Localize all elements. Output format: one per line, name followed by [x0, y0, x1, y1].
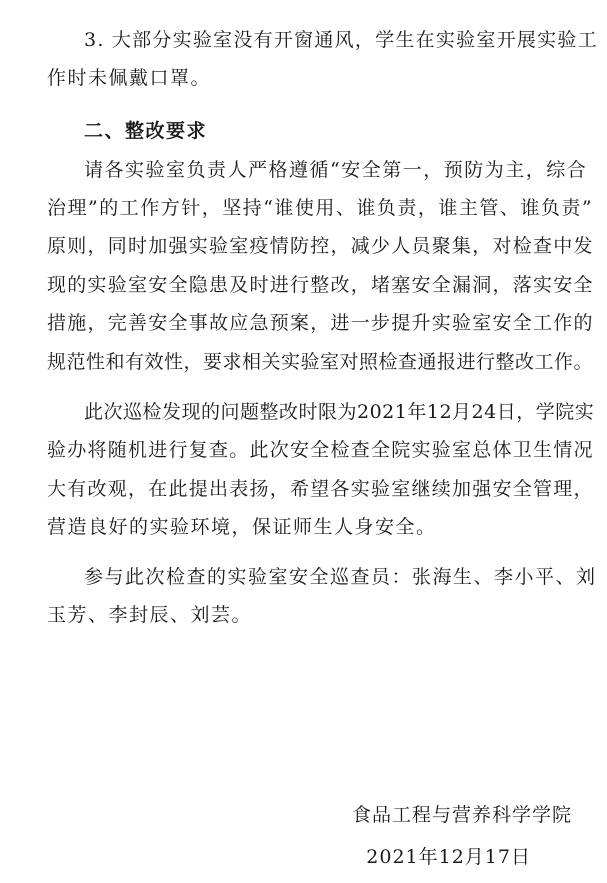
para1-line-3: 原则，同时加强实验室疫情防控，减少人员聚集，对检查中发	[47, 235, 594, 257]
section-heading: 二、整改要求	[84, 120, 208, 142]
item3-line-2: 作时未佩戴口罩。	[47, 67, 212, 89]
para2-line-2: 验办将随机进行复查。此次安全检查全院实验室总体卫生情况	[47, 439, 594, 461]
para2-line-1: 此次巡检发现的问题整改时限为2021年12月24日，学院实	[84, 401, 595, 423]
signature-date: 2021年12月17日	[366, 846, 531, 868]
para3-line-1: 参与此次检查的实验室安全巡查员：张海生、李小平、刘	[84, 566, 597, 588]
item3-line-1: 3. 大部分实验室没有开窗通风，学生在实验室开展实验工	[84, 29, 598, 51]
para1-line-2: 治理”的工作方针，坚持“谁使用、谁负责，谁主管、谁负责”	[47, 197, 594, 219]
para1-line-6: 规范性和有效性，要求相关实验室对照检查通报进行整改工作。	[47, 351, 594, 373]
signature-organization: 食品工程与营养科学学院	[351, 804, 572, 826]
para2-line-4: 营造良好的实验环境，保证师生人身安全。	[47, 516, 437, 538]
para1-line-4: 现的实验室安全隐患及时进行整改，堵塞安全漏洞，落实安全	[47, 274, 594, 296]
para1-line-1: 请各实验室负责人严格遵循“安全第一，预防为主，综合	[84, 159, 588, 181]
para2-line-3: 大有改观，在此提出表扬，希望各实验室继续加强安全管理，	[47, 478, 594, 500]
para3-line-2: 玉芳、李封辰、刘芸。	[47, 604, 253, 626]
para1-line-5: 措施，完善安全事故应急预案，进一步提升实验室安全工作的	[47, 312, 594, 334]
